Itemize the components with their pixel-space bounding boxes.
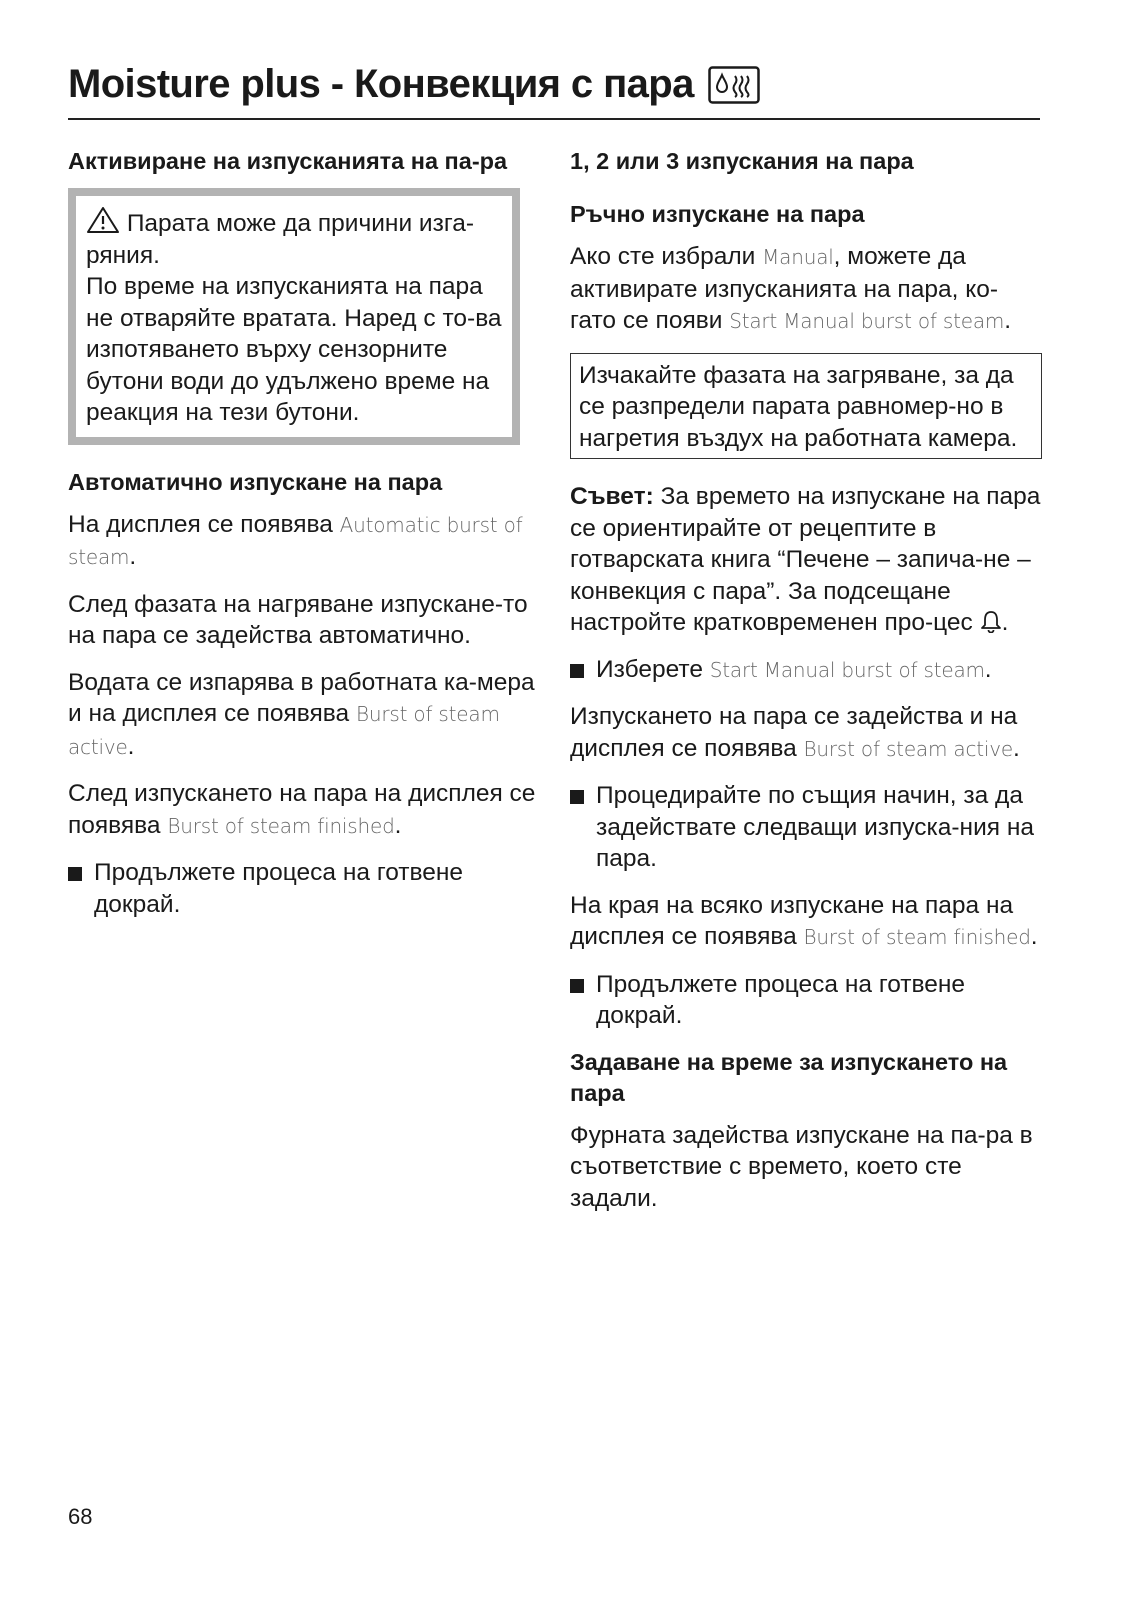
list-item xyxy=(570,654,1044,687)
text: . xyxy=(394,811,402,839)
bullet-text: Продължете процеса на готвене докрай. xyxy=(596,970,966,1029)
paragraph-after-burst xyxy=(68,778,542,842)
page-title-text: Moisture plus - Конвекция с пара xyxy=(68,62,694,106)
display-message: Start Manual burst of steam xyxy=(709,657,985,682)
text: . xyxy=(1013,734,1020,762)
display-message: Burst of steam finished xyxy=(803,925,1031,949)
warning-box xyxy=(68,188,520,445)
moisture-plus-steam-icon xyxy=(708,66,760,104)
heading-manual-steam: Ръчно изпускане на пара xyxy=(570,201,865,227)
text: След изпускането на пара на дисплея се появява xyxy=(68,780,536,839)
heading-activate-steam: Активиране на изпусканията на па-ра xyxy=(68,148,508,174)
paragraph-auto-display xyxy=(68,509,542,574)
text: . xyxy=(1030,923,1038,950)
heading-auto-steam: Автоматично изпускане на пара xyxy=(68,468,443,495)
display-message: Manual xyxy=(762,245,834,269)
text: Водата се изпарява в работната ка-мера и на дисплея се появява xyxy=(68,668,535,727)
note-text: Изчакайте фазата на загряване, за да се разпредели парата равномер-но в нагретия въздух на работната камера. xyxy=(579,361,1018,452)
paragraph-evaporation xyxy=(68,667,542,764)
note-box xyxy=(570,353,1042,460)
warning-text-1: Парата може да причини изга-ряния. xyxy=(86,210,475,269)
bullet-square-icon xyxy=(570,979,584,993)
page-number: 68 xyxy=(68,1504,93,1529)
text: Ако сте избрали xyxy=(570,243,763,270)
display-message: Burst of steam active xyxy=(68,702,500,759)
paragraph-manual-active xyxy=(570,701,1044,765)
list-item xyxy=(68,857,542,920)
list-item xyxy=(570,969,1044,1032)
warning-text-2: По време на изпусканията на пара не отваряйте вратата. Наред с то-ва изпотяването върху сензорните бутони води до удължено време на реакция на тези бутони. xyxy=(86,273,502,426)
text: . xyxy=(984,655,992,683)
text: На дисплея се появява xyxy=(68,510,340,538)
display-message: Burst of steam active xyxy=(803,736,1014,761)
bullet-text: Продължете процеса на готвене докрай. xyxy=(94,859,464,918)
bullet-square-icon xyxy=(570,664,584,678)
display-message: Start Manual burst of steam xyxy=(729,309,1005,333)
left-column xyxy=(68,146,542,935)
paragraph-timed: Фурната задейства изпускане на па-ра в съответствие с времето, което сте задали. xyxy=(570,1121,1033,1212)
tip-label: Съвет: xyxy=(570,483,654,510)
list-item xyxy=(570,780,1044,875)
text: На края на всяко изпускане на пара на дисплея се появява xyxy=(570,891,1014,950)
heading-set-time: Задаване на време за изпускането на пара xyxy=(570,1048,1008,1106)
bullet-text: Процедирайте по същия начин, за да задействате следващи изпуска-ния на пара. xyxy=(596,782,1034,872)
title-divider xyxy=(68,118,1040,120)
tip-text: За времето на изпускане на пара се ориентирайте от рецептите в готварската книга “Печене – запича-не – конвекция с пара”. За подсещане настройте кратковременен про-цес xyxy=(570,483,1041,636)
bullet-square-icon xyxy=(570,790,584,804)
bell-timer-icon xyxy=(980,609,1002,633)
text: , можете да активирате изпусканията на пара, ко-гато се появи xyxy=(570,243,998,334)
warning-triangle-icon xyxy=(86,206,120,234)
heading-steam-count: 1, 2 или 3 изпускания на пара xyxy=(570,148,914,174)
text: . xyxy=(127,732,135,760)
text: . xyxy=(1001,609,1009,636)
display-message: Burst of steam finished xyxy=(167,813,395,838)
paragraph-manual xyxy=(570,241,1044,338)
bullet-text xyxy=(596,654,1044,687)
text: . xyxy=(1004,307,1012,334)
display-message: Automatic burst of steam xyxy=(68,512,523,569)
paragraph-each-burst xyxy=(570,890,1044,954)
paragraph-after-heating: След фазата на нагряване изпускане-то на пара се задейства автоматично. xyxy=(68,590,528,649)
text: . xyxy=(129,543,137,570)
warning-line-1 xyxy=(86,206,504,271)
text: Изберете xyxy=(596,655,710,683)
bullet-square-icon xyxy=(68,867,82,881)
paragraph-tip xyxy=(570,481,1044,639)
page-title xyxy=(68,62,760,107)
text: Изпускането на пара се задейства и на дисплея се появява xyxy=(570,703,1018,762)
right-column xyxy=(570,146,1044,1229)
